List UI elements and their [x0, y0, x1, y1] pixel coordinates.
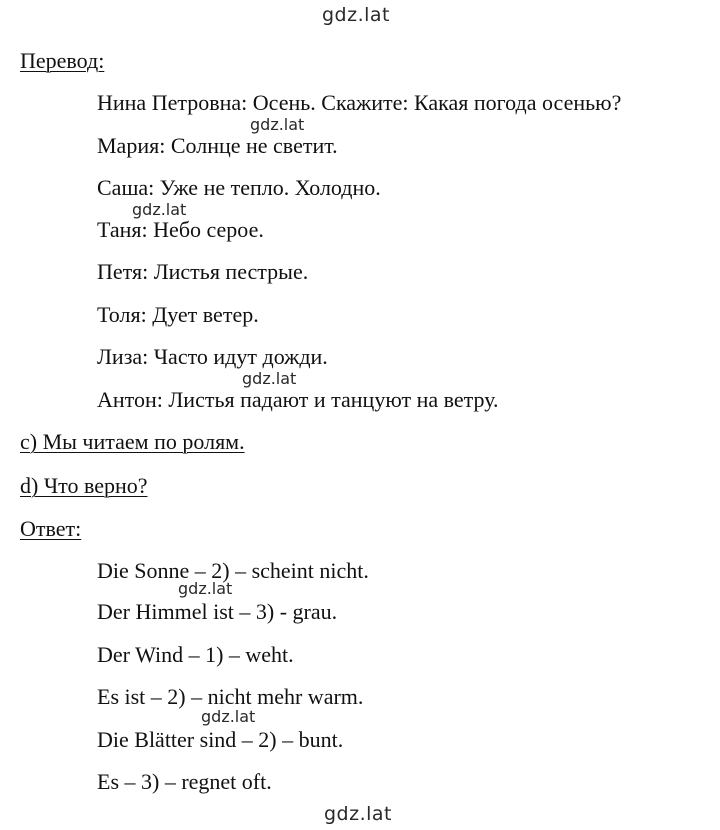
- what-is-true-heading: d) Что верно?: [20, 473, 148, 498]
- watermark: gdz.lat: [242, 369, 297, 388]
- answer-line: Die Blätter sind – 2) – bunt.: [97, 727, 344, 752]
- dialogue-line: Лиза: Часто идут дожди.: [97, 344, 328, 369]
- dialogue-line: Таня: Небо серое.: [97, 217, 264, 242]
- watermark: gdz.lat: [250, 115, 305, 134]
- dialogue-line: Антон: Листья падают и танцуют на ветру.: [97, 387, 499, 412]
- answer-line: Es – 3) – regnet oft.: [97, 769, 272, 794]
- dialogue-line: Толя: Дует ветер.: [97, 302, 259, 327]
- watermark-bottom: gdz.lat: [324, 803, 393, 825]
- answer-heading: Ответ:: [20, 516, 82, 541]
- answer-line: Der Wind – 1) – weht.: [97, 642, 294, 667]
- watermark: gdz.lat: [132, 200, 187, 219]
- translation-heading: Перевод:: [20, 48, 105, 73]
- watermark-top: gdz.lat: [322, 4, 391, 26]
- answer-line: Es ist – 2) – nicht mehr warm.: [97, 684, 364, 709]
- dialogue-line: Мария: Солнце не светит.: [97, 133, 338, 158]
- roles-heading: c) Мы читаем по ролям.: [20, 429, 245, 454]
- answer-line: Die Sonne – 2) – scheint nicht.: [97, 558, 369, 583]
- watermark: gdz.lat: [201, 707, 256, 726]
- answer-line: Der Himmel ist – 3) - grau.: [97, 599, 338, 624]
- dialogue-line: Нина Петровна: Осень. Скажите: Какая погода осенью?: [97, 90, 622, 115]
- watermark: gdz.lat: [178, 579, 233, 598]
- dialogue-line: Петя: Листья пестрые.: [97, 259, 309, 284]
- dialogue-line: Саша: Уже не тепло. Холодно.: [97, 175, 381, 200]
